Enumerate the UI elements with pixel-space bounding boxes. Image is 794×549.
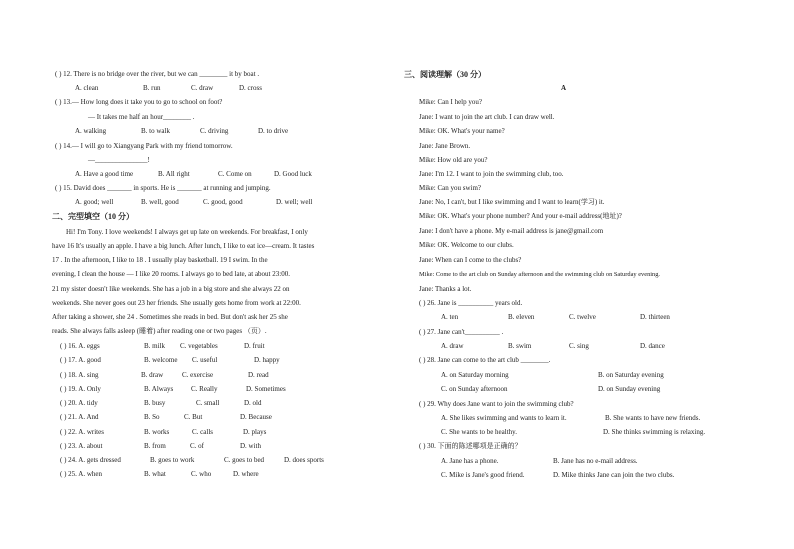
cloze-19-a: ( ) 19. A. Only <box>60 385 101 393</box>
cloze-passage-line-1: Hi! I'm Tony. I love weekends! I always get up late on weekends. For breakfast, I only <box>66 228 308 236</box>
question-13-reply: — It takes me half an hour________ . <box>88 113 195 121</box>
section-3-title: 三、阅读理解（30 分） <box>404 70 486 79</box>
dialogue-line-12: Jane: When can I come to the clubs? <box>419 256 522 264</box>
q27-option-a: A. draw <box>441 342 464 350</box>
cloze-18-b: B. draw <box>141 371 164 379</box>
cloze-16-b: B. milk <box>144 342 166 350</box>
cloze-23-c: C. of <box>190 442 204 450</box>
q26-option-d: D. thirteen <box>640 313 670 321</box>
q26-option-c: C. twelve <box>569 313 596 321</box>
cloze-16-a: ( ) 16. A. eggs <box>60 342 100 350</box>
cloze-24-a: ( ) 24. A. gets dressed <box>60 456 121 464</box>
cloze-passage-line-7: After taking a shower, she 24 . Sometimes she reads in bed. But don't ask her 25 she <box>52 313 288 321</box>
cloze-19-b: B. Always <box>144 385 174 393</box>
q29-option-b: B. She wants to have new friends. <box>605 414 701 422</box>
q27-option-d: D. dance <box>640 342 665 350</box>
cloze-22-c: C. calls <box>192 428 213 436</box>
dialogue-line-5: Mike: How old are you? <box>419 156 488 164</box>
q13-option-a: A. walking <box>75 127 107 135</box>
q13-option-c: C. driving <box>200 127 229 135</box>
dialogue-line-9: Mike: OK. What's your phone number? And your e-mail address(地址)? <box>419 212 622 220</box>
cloze-20-b: B. busy <box>144 399 166 407</box>
q28-option-b: B. on Saturday evening <box>598 371 664 379</box>
cloze-24-b: B. goes to work <box>150 456 195 464</box>
passage-label: A <box>561 84 567 92</box>
cloze-18-d: D. read <box>248 371 269 379</box>
cloze-17-d: D. happy <box>254 356 280 364</box>
cloze-23-a: ( ) 23. A. about <box>60 442 103 450</box>
q14-option-a: A. Have a good time <box>75 170 134 178</box>
q30-option-c: C. Mike is Jane's good friend. <box>441 471 525 479</box>
cloze-passage-line-5: 21 my sister doesn't like weekends. She has a job in a big store and she always 22 on <box>52 285 290 293</box>
question-30: ( ) 30. 下面的陈述哪项是正确的？ <box>419 442 522 450</box>
cloze-25-c: C. who <box>191 470 212 478</box>
cloze-17-b: B. welcome <box>144 356 178 364</box>
q28-option-a: A. on Saturday morning <box>441 371 509 379</box>
q12-option-a: A. clean <box>75 84 99 92</box>
question-29: ( ) 29. Why does Jane want to join the swimming club? <box>419 400 574 408</box>
cloze-25-d: D. where <box>233 470 259 478</box>
cloze-21-a: ( ) 21. A. And <box>60 413 99 421</box>
cloze-21-d: D. Because <box>240 413 272 421</box>
dialogue-line-6: Jane: I'm 12. I want to join the swimming club, too. <box>419 170 564 178</box>
question-12: ( ) 12. There is no bridge over the river, but we can ________ it by boat . <box>55 70 260 78</box>
dialogue-line-3: Mike: OK. What's your name? <box>419 127 505 135</box>
dialogue-line-11: Mike: OK. Welcome to our clubs. <box>419 241 514 249</box>
dialogue-line-8: Jane: No, I can't, but I like swimming and I want to learn(学习) it. <box>419 198 605 206</box>
cloze-20-d: D. old <box>244 399 262 407</box>
cloze-24-d: D. does sports <box>284 456 324 464</box>
dialogue-line-10: Jane: I don't have a phone. My e-mail address is jane@gmail.com <box>419 227 604 235</box>
question-26: ( ) 26. Jane is __________ years old. <box>419 299 523 307</box>
q15-option-a: A. good; well <box>75 198 114 206</box>
question-28: ( ) 28. Jane can come to the art club ________. <box>419 356 551 364</box>
q12-option-c: C. draw <box>191 84 214 92</box>
cloze-21-b: B. So <box>144 413 160 421</box>
cloze-20-a: ( ) 20. A. tidy <box>60 399 98 407</box>
q27-option-c: C. sing <box>569 342 589 350</box>
cloze-23-d: D. with <box>240 442 261 450</box>
q26-option-a: A. ten <box>441 313 459 321</box>
q14-option-c: C. Come on <box>218 170 252 178</box>
q14-option-b: B. All right <box>158 170 190 178</box>
q29-option-c: C. She wants to be healthy. <box>441 428 517 436</box>
q29-option-d: D. She thinks swimming is relaxing. <box>603 428 706 436</box>
dialogue-line-14: Jane: Thanks a lot. <box>419 285 472 293</box>
q26-option-b: B. eleven <box>508 313 535 321</box>
cloze-22-b: B. works <box>144 428 170 436</box>
cloze-20-c: C. small <box>196 399 220 407</box>
cloze-17-a: ( ) 17. A. good <box>60 356 101 364</box>
cloze-21-c: C. But <box>184 413 203 421</box>
q28-option-c: C. on Sunday afternoon <box>441 385 508 393</box>
question-13: ( ) 13.— How long does it take you to go to school on foot? <box>55 98 223 106</box>
cloze-18-c: C. exercise <box>182 371 214 379</box>
q12-option-b: B. run <box>143 84 161 92</box>
q30-option-d: D. Mike thinks Jane can join the two clubs. <box>553 471 675 479</box>
question-15: ( ) 15. David does _______ in sports. He is _______ at running and jumping. <box>55 184 271 192</box>
q15-option-c: C. good, good <box>203 198 243 206</box>
cloze-16-d: D. fruit <box>244 342 265 350</box>
q13-option-b: B. to walk <box>141 127 170 135</box>
q13-option-d: D. to drive <box>258 127 289 135</box>
dialogue-line-13: Mike: Come to the art club on Sunday afternoon and the swimming club on Saturday evening. <box>419 271 661 278</box>
q12-option-d: D. cross <box>239 84 262 92</box>
cloze-passage-line-3: 17 . In the afternoon, I like to 18 . I usually play basketball. 19 I swim. In the <box>52 256 268 264</box>
cloze-22-a: ( ) 22. A. writes <box>60 428 104 436</box>
q30-option-a: A. Jane has a phone. <box>441 457 499 465</box>
cloze-16-c: C. vegetables <box>180 342 218 350</box>
cloze-passage-line-8: reads. She always falls asleep (睡着) after reading one or two pages （页）. <box>52 327 267 335</box>
q14-option-d: D. Good luck <box>274 170 312 178</box>
dialogue-line-1: Mike: Can I help you? <box>419 98 482 106</box>
question-14-reply: —_______________! <box>88 156 150 164</box>
q28-option-d: D. on Sunday evening <box>598 385 661 393</box>
dialogue-line-2: Jane: I want to join the art club. I can draw well. <box>419 113 555 121</box>
cloze-passage-line-6: weekends. She never goes out 23 her friends. She usually gets home from work at 22:00. <box>52 299 301 307</box>
cloze-19-c: C. Really <box>191 385 218 393</box>
q15-option-b: B. well, good <box>141 198 179 206</box>
dialogue-line-7: Mike: Can you swim? <box>419 184 482 192</box>
cloze-25-a: ( ) 25. A. when <box>60 470 102 478</box>
q30-option-b: B. Jane has no e-mail address. <box>553 457 638 465</box>
section-2-title: 二、完型填空（10 分） <box>52 212 134 221</box>
cloze-passage-line-2: have 16 It's usually an apple. I have a big lunch. After lunch, I like to eat ice—cream. It tastes <box>52 242 315 250</box>
q29-option-a: A. She likes swimming and wants to learn it. <box>441 414 567 422</box>
cloze-24-c: C. goes to bed <box>224 456 265 464</box>
cloze-19-d: D. Sometimes <box>246 385 286 393</box>
cloze-25-b: B. what <box>144 470 166 478</box>
question-27: ( ) 27. Jane can't__________ . <box>419 328 504 336</box>
dialogue-line-4: Jane: Jane Brown. <box>419 142 471 150</box>
q27-option-b: B. swim <box>508 342 532 350</box>
question-14: ( ) 14.— I will go to Xiangyang Park with my friend tomorrow. <box>55 142 233 150</box>
cloze-23-b: B. from <box>144 442 166 450</box>
cloze-22-d: D. plays <box>243 428 267 436</box>
cloze-17-c: C. useful <box>192 356 218 364</box>
q15-option-d: D. well; well <box>276 198 313 206</box>
cloze-passage-line-4: evening, I clean the house — I like 20 rooms. I always go to bed late, at about 23:00. <box>52 270 290 278</box>
cloze-18-a: ( ) 18. A. sing <box>60 371 99 379</box>
